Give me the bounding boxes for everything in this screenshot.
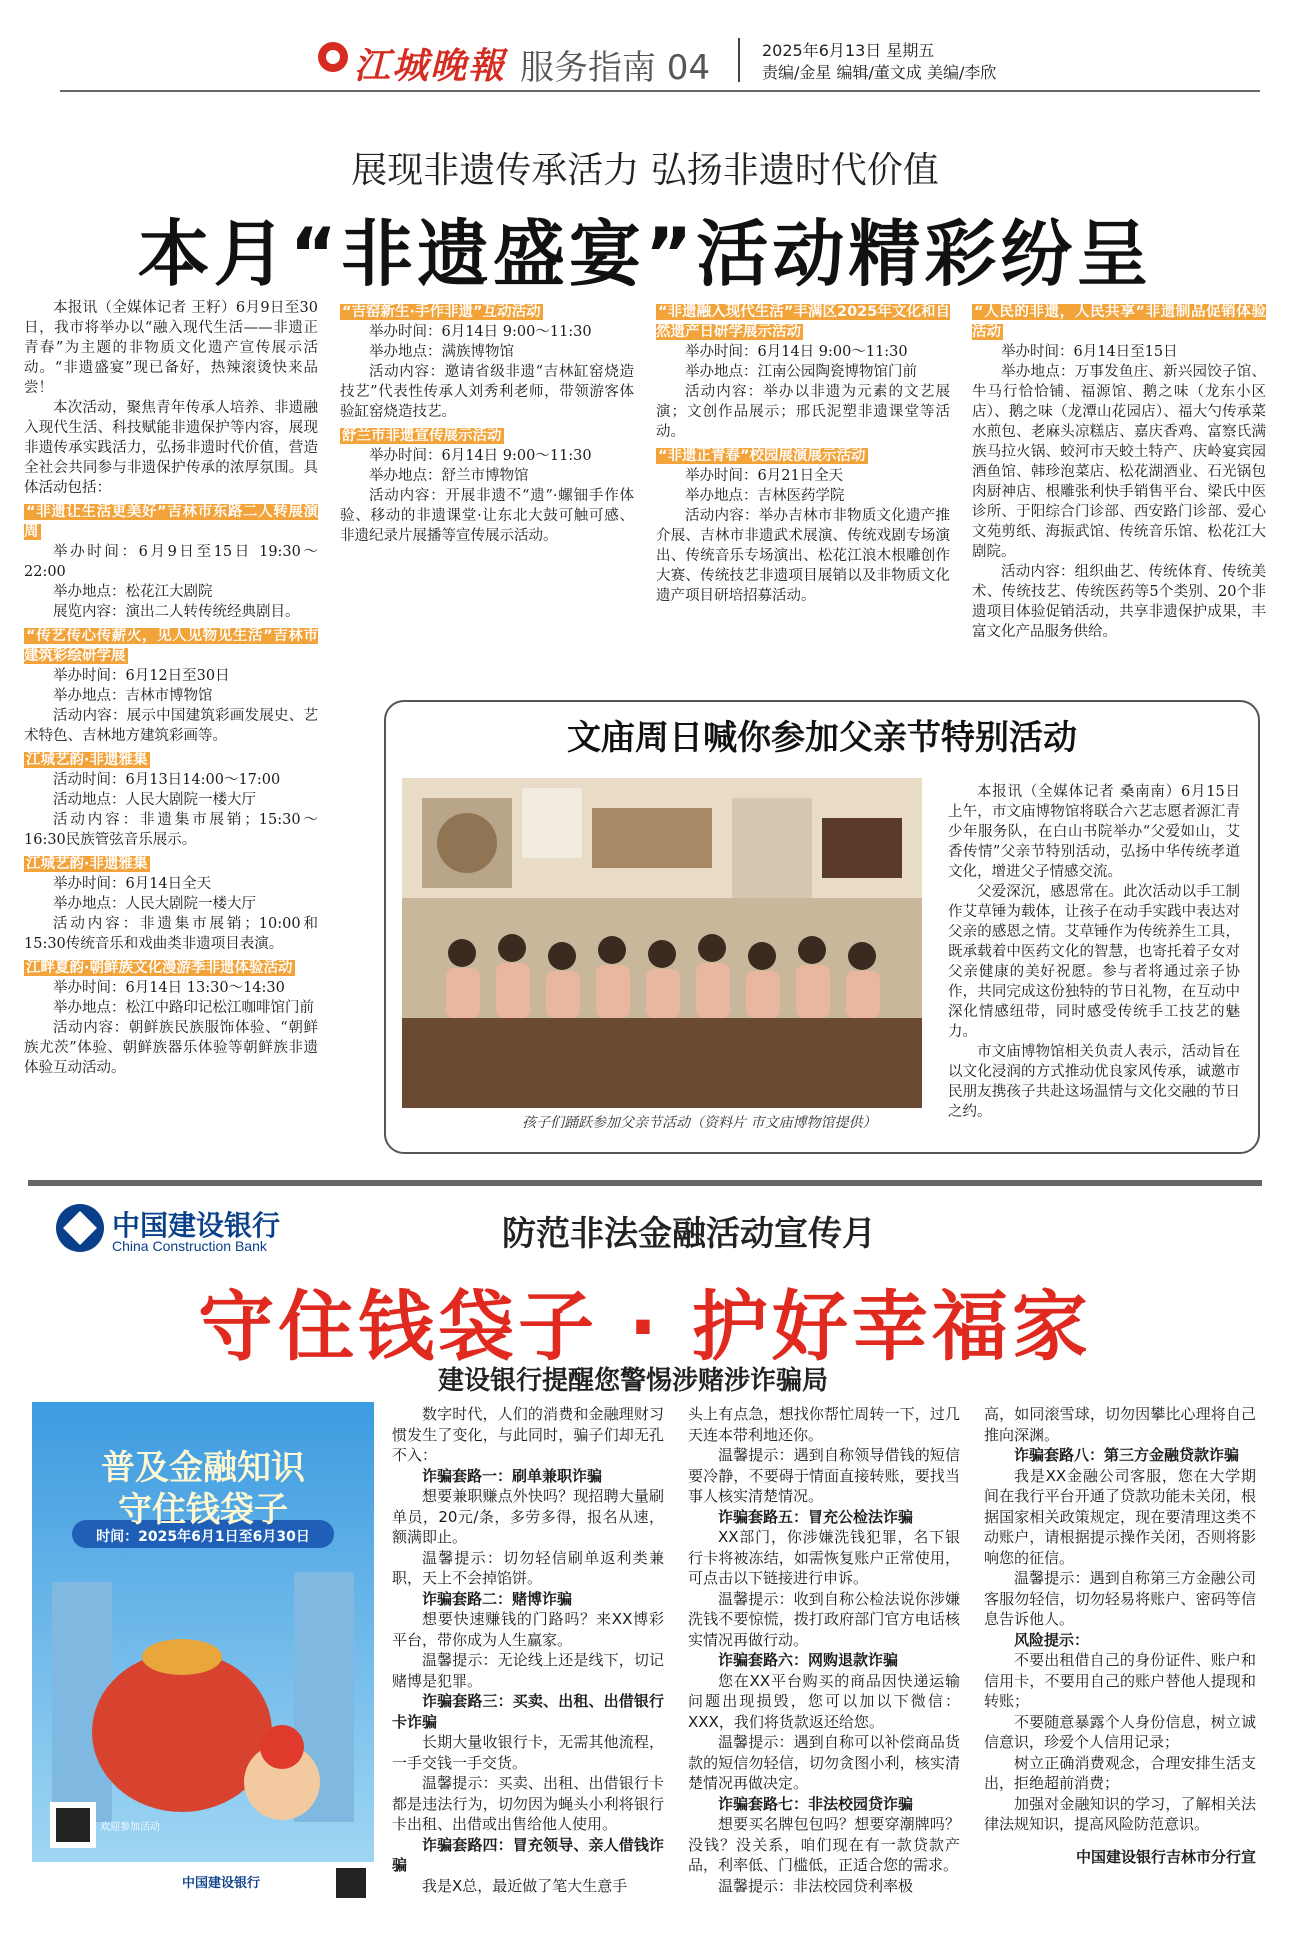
fraud-paragraph: 头上有点急，想找你帮忙周转一下，过几天连本带利地还你。 bbox=[688, 1405, 960, 1444]
fraud-heading: 诈骗套路四：冒充领导、亲人借钱诈骗 bbox=[392, 1835, 664, 1874]
event-time: 举办时间：6月14日至15日 bbox=[1001, 344, 1178, 360]
event-content: 活动内容：非遗集市展销；15:30～16:30民族管弦音乐展示。 bbox=[24, 812, 318, 848]
campaign-poster bbox=[32, 1402, 374, 1910]
fraud-paragraph: XX部门，你涉嫌洗钱犯罪，名下银行卡将被冻结，如需恢复账户正常使用，可点击以下链接进行申诉。 bbox=[688, 1528, 960, 1587]
fraud-paragraph: 温馨提示：遇到自称第三方金融公司客服勿轻信，切勿轻易将账户、密码等信息告诉他人。 bbox=[984, 1569, 1256, 1628]
event-tag: “非遗融入现代生活”丰满区2025年文化和自然遗产日研学展示活动 bbox=[656, 304, 950, 340]
fraud-column-2 bbox=[688, 1404, 960, 1896]
header-divider bbox=[738, 38, 740, 82]
event-content: 活动内容：展示中国建筑彩画发展史、艺术特色、吉林地方建筑彩画等。 bbox=[24, 708, 318, 744]
event-content: 活动内容：邀请省级非遗“吉林缸窑烧造技艺”代表性传承人刘秀利老师，带领游客体验缸窑烧造技艺。 bbox=[340, 364, 634, 420]
issue-date: 2025年6月13日 星期五 bbox=[762, 41, 935, 60]
fraud-heading: 诈骗套路五：冒充公检法诈骗 bbox=[718, 1507, 914, 1526]
section-rule bbox=[28, 1180, 1262, 1186]
event-place: 举办地点：松江中路印记松江咖啡馆门前 bbox=[53, 1000, 314, 1016]
article1-paragraph: 本次活动，聚焦青年传承人培养、非遗融入现代生活、科技赋能非遗保护等内容，展现非遗传承实践活力，弘扬非遗时代价值，营造全社会共同参与非遗保护传承的浓厚氛围。具体活动包括： bbox=[24, 400, 318, 496]
event-tag: “吉窑新生·手作非遗”互动活动 bbox=[342, 304, 541, 320]
event-tag: 舒兰市非遗宣传展示活动 bbox=[342, 428, 502, 444]
header-rule bbox=[60, 90, 1260, 92]
event-tag: “人民的非遗，人民共享”非遗制品促销体验活动 bbox=[972, 304, 1266, 340]
poster-title-line-1: 普及金融知识 bbox=[101, 1448, 305, 1488]
article2-photo bbox=[402, 778, 922, 1108]
fraud-paragraph: 温馨提示：切勿轻信刷单返利类兼职，天上不会掉馅饼。 bbox=[392, 1548, 664, 1587]
poster-qr-label: 欢迎参加活动 bbox=[100, 1822, 160, 1833]
event-content: 活动内容：朝鲜族民族服饰体验、“朝鲜族尤茨”体验、朝鲜族器乐体验等朝鲜族非遗体验互动活动。 bbox=[24, 1020, 318, 1076]
event-tag: “传艺传心传薪火，见人见物见生活”吉林市建筑彩绘研学展 bbox=[24, 628, 318, 664]
event-content: 展览内容：演出二人转传统经典剧目。 bbox=[53, 604, 300, 620]
fraud-paragraph: 您在XX平台购买的商品因快递运输问题出现损毁，您可以加以下微信：XXX，我们将货款返还给您。 bbox=[688, 1671, 960, 1731]
fraud-paragraph: 温馨提示：收到自称公检法说你涉嫌洗钱不要惊慌，拨打政府部门官方电话核实情况再做行动。 bbox=[688, 1589, 960, 1649]
ccb-name-en: China Construction Bank bbox=[112, 1238, 267, 1254]
poster-time: 时间：2025年6月1日至6月30日 bbox=[96, 1529, 310, 1545]
event-content: 活动内容：组织曲艺、传统体育、传统美术、传统技艺、传统医药等5个类别、20个非遗项目体验促销活动，共享非遗保护成果，丰富文化产品服务供给。 bbox=[972, 564, 1266, 640]
ccb-logo-icon bbox=[56, 1204, 104, 1252]
article1-column-2 bbox=[340, 298, 634, 546]
fraud-paragraph: 长期大量收银行卡，无需其他流程，一手交钱一手交货。 bbox=[392, 1733, 664, 1772]
article1-column-1 bbox=[24, 298, 318, 1078]
event-tag: 江城艺韵·非遗雅集 bbox=[26, 752, 148, 768]
event-tag: “非遗让生活更美好”吉林市东路二人转展演周 bbox=[24, 504, 318, 540]
editors-credit: 责编/金星 编辑/董文成 美编/李欣 bbox=[762, 63, 997, 82]
fraud-heading: 诈骗套路七：非法校园贷诈骗 bbox=[718, 1794, 914, 1813]
article2-title: 文庙周日喊你参加父亲节特别活动 bbox=[567, 718, 1077, 758]
event-time: 举办时间：6月14日 9:00～11:30 bbox=[369, 448, 592, 464]
article1-intro: 本报讯（全媒体记者 王籽）6月9日至30日，我市将举办以“融入现代生活——非遗正青春”为主题的非物质文化遗产宣传展示活动。“非遗盛宴”现已备好，热辣滚烫快来品尝！ bbox=[24, 300, 318, 396]
fraud-paragraph: 不要出租借自己的身份证件、账户和信用卡，不要用自己的账户替他人提现和转账； bbox=[984, 1651, 1256, 1710]
event-content: 活动内容：举办吉林市非物质文化遗产推介展、吉林市非遗武术展演、传统戏剧专场演出、传统音乐专场演出、松花江浪木根雕创作大赛、传统技艺非遗项目展销以及非物质文化遗产项目研培招募活动。 bbox=[656, 508, 950, 604]
article3-subtitle: 防范非法金融活动宣传月 bbox=[502, 1214, 876, 1254]
fraud-paragraph: 想要兼职赚点外快吗？现招聘大量刷单员，20元/条，多劳多得，报名从速，额满即止。 bbox=[392, 1487, 664, 1546]
fraud-column-1 bbox=[392, 1404, 664, 1896]
article3-signoff: 中国建设银行吉林市分行宣 bbox=[1075, 1847, 1256, 1866]
poster-bank-name: 中国建设银行 bbox=[182, 1876, 261, 1891]
fraud-paragraph: 不要随意暴露个人身份信息，树立诚信意识，珍爱个人信用记录； bbox=[984, 1712, 1256, 1751]
fraud-column-3 bbox=[984, 1404, 1256, 1867]
fraud-paragraph: 想要买名牌包包吗？想要穿潮牌吗？没钱？没关系，咱们现在有一款贷款产品，利率低、门槛低，正适合您的需求。 bbox=[688, 1815, 960, 1874]
article1-column-4 bbox=[972, 298, 1266, 642]
section-title: 服务指南 04 bbox=[520, 48, 711, 88]
event-time: 举办时间：6月14日 9:00～11:30 bbox=[685, 344, 908, 360]
event-tag: “非遗正青春”校园展演展示活动 bbox=[658, 448, 866, 464]
event-time: 举办时间：6月14日 13:30～14:30 bbox=[53, 980, 285, 996]
event-place: 举办地点：吉林医药学院 bbox=[685, 488, 845, 504]
article2-paragraph: 市文庙博物馆相关负责人表示，活动旨在以文化浸润的方式推动优良家风传承，诚邀市民朋友携孩子共赴这场温情与文化交融的节日之约。 bbox=[948, 1044, 1240, 1120]
masthead-title: 江城晚報 bbox=[354, 45, 507, 87]
fraud-heading: 诈骗套路三：买卖、出租、出借银行卡诈骗 bbox=[392, 1692, 664, 1731]
event-content: 活动内容：非遗集市展销；10:00和15:30传统音乐和戏曲类非遗项目表演。 bbox=[24, 916, 318, 952]
article1-column-3 bbox=[656, 298, 950, 606]
event-place: 举办地点：万事发鱼庄、新兴园饺子馆、牛马行恰恰铺、福源馆、鹅之味（龙东小区店）、鹅之味（龙潭山花园店）、福大勺传承菜水煎包、老麻头凉糕店、嘉庆香鸡、富察氏满族马拉火锅、蛟河市天蛟土特产、庆岭宴宾园酒鱼馆、韩珍泡菜店、松花湖酒业、石光锅包肉厨神店、根雕张利快手销售平台、梁氏中医诊所、于阳综合门诊部、西安路门诊部、爱心文苑剪纸、海振武馆、传统音乐馆、松花江大剧院。 bbox=[972, 364, 1266, 560]
event-place: 举办地点：江南公园陶瓷博物馆门前 bbox=[685, 364, 917, 380]
ccb-name-cn: 中国建设银行 bbox=[112, 1209, 281, 1242]
article2-text bbox=[948, 782, 1240, 1122]
article1-subtitle: 展现非遗传承活力 弘扬非遗时代价值 bbox=[351, 150, 939, 191]
fraud-paragraph: 高，如同滚雪球，切勿因攀比心理将自己推向深渊。 bbox=[984, 1405, 1256, 1444]
newspaper-logo-icon bbox=[318, 42, 348, 72]
event-time: 活动时间：6月13日14:00～17:00 bbox=[53, 772, 281, 788]
fraud-paragraph: 树立正确消费观念，合理安排生活支出，拒绝超前消费； bbox=[984, 1753, 1256, 1792]
event-place: 举办地点：松花江大剧院 bbox=[53, 584, 213, 600]
article3-title: 守住钱袋子 · 护好幸福家 bbox=[198, 1282, 1092, 1371]
event-time: 举办时间：6月14日全天 bbox=[53, 876, 212, 892]
fraud-paragraph: 加强对金融知识的学习，了解相关法律法规知识，提高风险防范意识。 bbox=[984, 1794, 1256, 1833]
event-place: 举办地点：人民大剧院一楼大厅 bbox=[53, 896, 256, 912]
fraud-heading: 诈骗套路二：赌博诈骗 bbox=[422, 1589, 573, 1608]
page-header bbox=[0, 0, 1290, 86]
fraud-paragraph: 数字时代，人们的消费和金融理财习惯发生了变化，与此同时，骗子们却无孔不入： bbox=[392, 1405, 664, 1464]
fraud-paragraph: 我是XX金融公司客服，您在大学期间在我行平台开通了贷款功能未关闭，根据国家相关政策规定，现在要清理这类不动账户，请根据提示操作关闭，否则将影响您的征信。 bbox=[984, 1466, 1256, 1567]
fraud-heading: 诈骗套路一：刷单兼职诈骗 bbox=[422, 1466, 603, 1485]
event-place: 举办地点：吉林市博物馆 bbox=[53, 688, 213, 704]
fraud-heading: 诈骗套路八：第三方金融贷款诈骗 bbox=[1014, 1446, 1240, 1464]
fraud-heading: 诈骗套路六：网购退款诈骗 bbox=[718, 1651, 899, 1669]
article3-reminder: 建设银行提醒您警惕涉赌涉诈骗局 bbox=[438, 1366, 829, 1396]
event-content: 活动内容：开展非遗不“遗”·螺钿手作体验、移动的非遗课堂·让东北大鼓可触可感、非遗纪录片展播等宣传展示活动。 bbox=[340, 488, 634, 544]
event-place: 举办地点：舒兰市博物馆 bbox=[369, 468, 529, 484]
event-place: 举办地点：满族博物馆 bbox=[369, 344, 514, 360]
fraud-paragraph: 温馨提示：遇到自称领导借钱的短信要冷静，不要碍于情面直接转账，要找当事人核实清楚情况。 bbox=[688, 1446, 960, 1505]
event-time: 举办时间：6月14日 9:00～11:30 bbox=[369, 324, 592, 340]
event-tag: 江畔夏韵·朝鲜族文化漫游季非遗体验活动 bbox=[26, 960, 293, 976]
event-place: 活动地点：人民大剧院一楼大厅 bbox=[53, 792, 256, 808]
fraud-paragraph: 温馨提示：遇到自称可以补偿商品货款的短信勿轻信，切勿贪图小利，核实清楚情况再做决定。 bbox=[688, 1733, 960, 1792]
article2-paragraph: 父爱深沉，感恩常在。此次活动以手工制作艾草锤为载体，让孩子在动手实践中表达对父亲的感恩之情。艾草锤作为传统养生工具，既承载着中医药文化的智慧，也寄托着子女对父亲健康的美好祝愿。参与者将通过亲子协作，共同完成这份独特的节日礼物，在互动中深化情感纽带，同时感受传统手工技艺的魅力。 bbox=[948, 884, 1240, 1040]
fraud-paragraph: 温馨提示：无论线上还是线下，切记赌博是犯罪。 bbox=[392, 1651, 664, 1690]
children-classroom-photo bbox=[402, 778, 922, 1108]
fraud-paragraph: 温馨提示：非法校园贷利率极 bbox=[718, 1876, 914, 1895]
article2-photo-caption: 孩子们踊跃参加父亲节活动（资料片 市文庙博物馆提供） bbox=[522, 1115, 877, 1131]
fraud-paragraph: 温馨提示：买卖、出租、出借银行卡都是违法行为，切勿因为蝇头小利将银行卡出租、出借或出售给他人使用。 bbox=[392, 1774, 664, 1833]
article2-paragraph: 本报讯（全媒体记者 桑南南）6月15日上午，市文庙博物馆将联合六艺志愿者源汇青少年服务队，在白山书院举办“父爱如山，艾香传情”父亲节特别活动，弘扬中华传统孝道文化，增进父子情感交流。 bbox=[948, 784, 1240, 880]
fraud-heading: 风险提示： bbox=[1014, 1630, 1090, 1649]
fraud-paragraph: 想要快速赚钱的门路吗？来XX博彩平台，带你成为人生赢家。 bbox=[392, 1610, 664, 1649]
article1-title: 本月“非遗盛宴”活动精彩纷呈 bbox=[137, 212, 1153, 296]
event-time: 举办时间：6月9日至15日 19:30～22:00 bbox=[24, 544, 318, 580]
poster-title-line-2: 守住钱袋子 bbox=[118, 1490, 288, 1530]
event-tag: 江城艺韵·非遗雅集 bbox=[26, 856, 148, 872]
fraud-paragraph: 我是X总，最近做了笔大生意手 bbox=[422, 1876, 628, 1895]
event-time: 举办时间：6月12日至30日 bbox=[53, 668, 230, 684]
event-time: 举办时间：6月21日全天 bbox=[685, 468, 844, 484]
event-content: 活动内容：举办以非遗为元素的文艺展演；文创作品展示；邢氏泥塑非遗课堂等活动。 bbox=[656, 384, 950, 440]
